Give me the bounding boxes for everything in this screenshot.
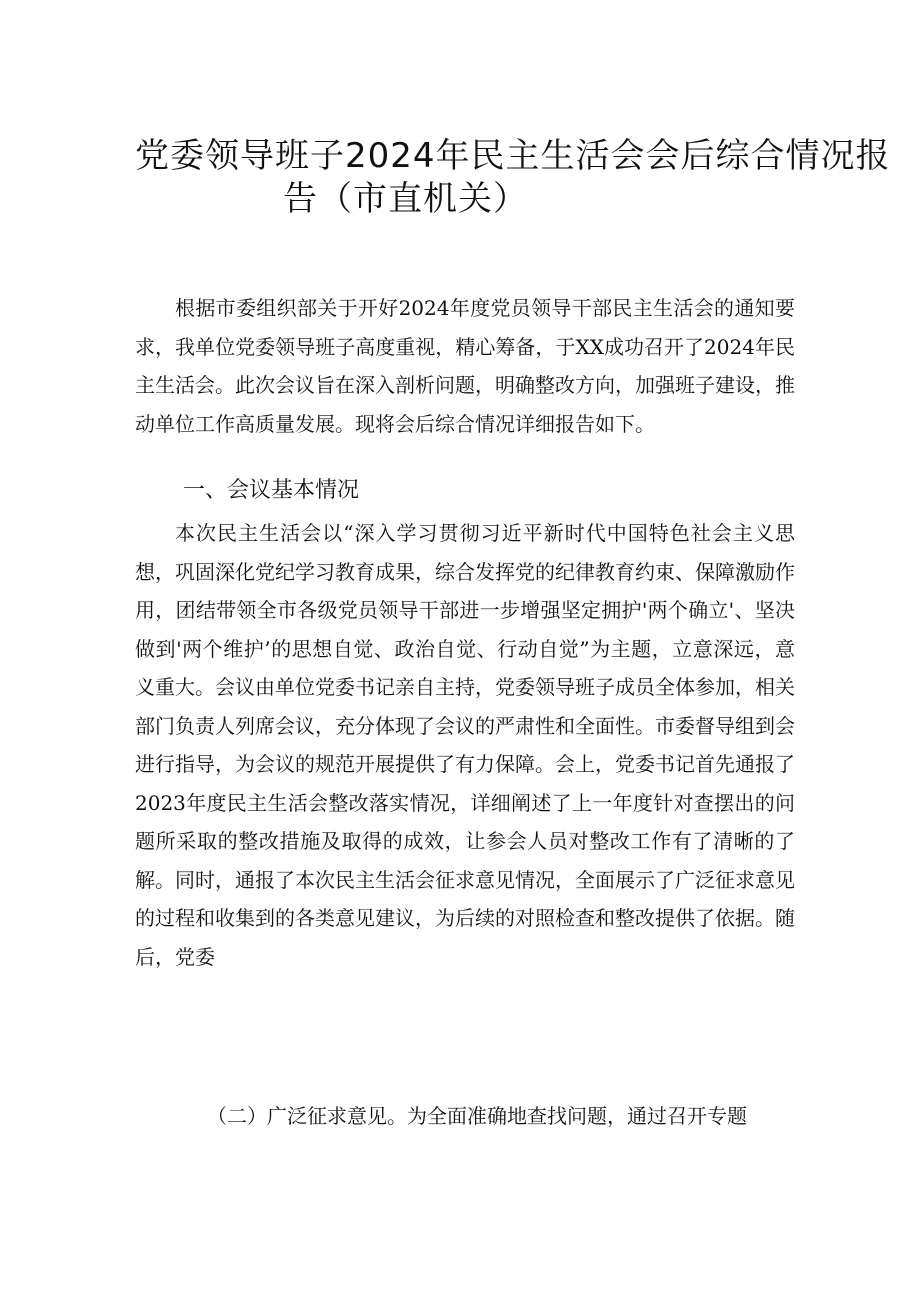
- section-1-heading: 一、会议基本情况: [183, 478, 360, 503]
- intro-paragraph: 根据市委组织部关于开好2024年度党员领导干部民主生活会的通知要求，我单位党委领导班子高度重视，精心筹备，于XX成功召开了2024年民主生活会。此次会议旨在深入剖析问题，明确整改方向，加强班子建设，推动单位工作高质量发展。现将会后综合情况详细报告如下。: [135, 296, 795, 436]
- document-title-line-2: 告（市直机关）: [283, 179, 528, 219]
- subsection-paragraph: （二）广泛征求意见。为全面准确地查找问题，通过召开专题: [207, 1104, 747, 1128]
- section-1-paragraph: 本次民主生活会以“深入学习贯彻习近平新时代中国特色社会主义思想，巩固深化党纪学习教育成果，综合发挥党的纪律教育约束、保障激励作用，团结带领全市各级党员领导干部进一步增强坚定拥护'两个确立'、坚决做到'两个维护’的思想自觉、政治自觉、行动自觉”为主题，立意深远，意义重大。会议由单位党委书记亲自主持，党委领导班子成员全体参加，相关部门负责人列席会议，充分体现了会议的严肃性和全面性。市委督导组到会进行指导，为会议的规范开展提供了有力保障。会上，党委书记首先通报了2023年度民主生活会整改落实情况，详细阐述了上一年度针对查摆出的问题所采取的整改措施及取得的成效，让参会人员对整改工作有了清晰的了解。同时，通报了本次民主生活会征求意见情况，全面展示了广泛征求意见的过程和收集到的各类意见建议，为后续的对照检查和整改提供了依据。随后，党委: [135, 521, 795, 969]
- document-title-line-1: 党委领导班子2024年民主生活会会后综合情况报: [135, 136, 891, 176]
